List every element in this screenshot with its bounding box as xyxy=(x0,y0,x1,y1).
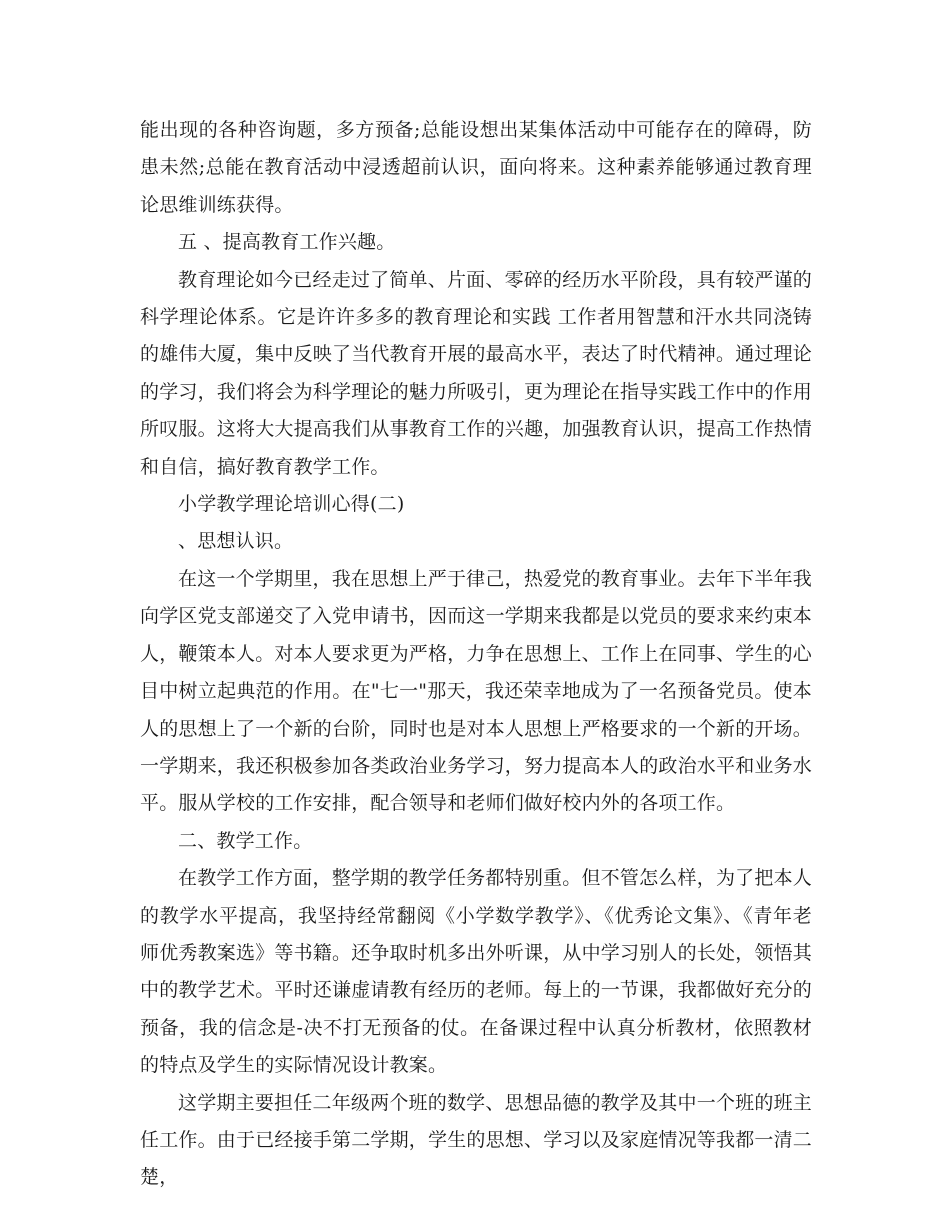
document-body xyxy=(140,112,812,1197)
paragraph-continued: 能出现的各种咨询题，多方预备;总能设想出某集体活动中可能存在的障碍，防患未然;总能在教育活动中浸透超前认识，面向将来。这种素养能够通过教育理论思维训练获得。 xyxy=(140,119,812,216)
paragraph-theory-interest: 教育理论如今已经走过了简单、片面、零碎的经历水平阶段，具有较严谨的科学理论体系。它是许许多多的教育理论和实践 工作者用智慧和汗水共同浇铸的雄伟大厦，集中反映了当代教育开展的最高水平，表达了时代精神。通过理论的学习，我们将会为科学理论的魅力所吸引，更为理论在指导实践工作中的作用所叹服。这将大大提高我们从事教育工作的兴趣，加强教育认识，提高工作热情和自信，搞好教育教学工作。 xyxy=(140,268,813,478)
paragraph-class-duties: 这学期主要担任二年级两个班的数学、思想品德的教学及其中一个班的班主任工作。由于已经接手第二学期，学生的思想、学习以及家庭情况等我都一清二楚， xyxy=(140,1091,813,1189)
article-title: 小学教学理论培训心得(二) xyxy=(178,493,405,516)
section-heading-teaching: 二、教学工作。 xyxy=(178,829,313,852)
paragraph-thinking: 在这一个学期里，我在思想上严于律己，热爱党的教育事业。去年下半年我向学区党支部递交了入党申请书，因而这一学期来我都是以党员的要求来约束本人，鞭策本人。对本人要求更为严格，力争在思想上、工作上在同事、学生的心目中树立起典范的作用。在"七一"那天，我还荣幸地成为了一名预备党员。使本人的思想上了一个新的台阶，同时也是对本人思想上严格要求的一个新的开场。一学期来，我还积极参加各类政治业务学习，努力提高本人的政治水平和业务水平。服从学校的工作安排，配合领导和老师们做好校内外的各项工作。 xyxy=(140,567,813,815)
paragraph-teaching: 在教学工作方面，整学期的教学任务都特别重。但不管怎么样，为了把本人的教学水平提高，我坚持经常翻阅《小学数学教学》、《优秀论文集》、《青年老师优秀教案选》等书籍。还争取时机多出外听课，从中学习别人的长处，领悟其中的教学艺术。平时还谦虚请教有经历的老师。每上的一节课，我都做好充分的预备，我的信念是-决不打无预备的仗。在备课过程中认真分析教材，依照教材的特点及学生的实际情况设计教案。 xyxy=(140,867,813,1077)
section-heading-thinking: 、思想认识。 xyxy=(178,530,294,553)
section-heading-interest: 五 、提高教育工作兴趣。 xyxy=(178,231,396,254)
